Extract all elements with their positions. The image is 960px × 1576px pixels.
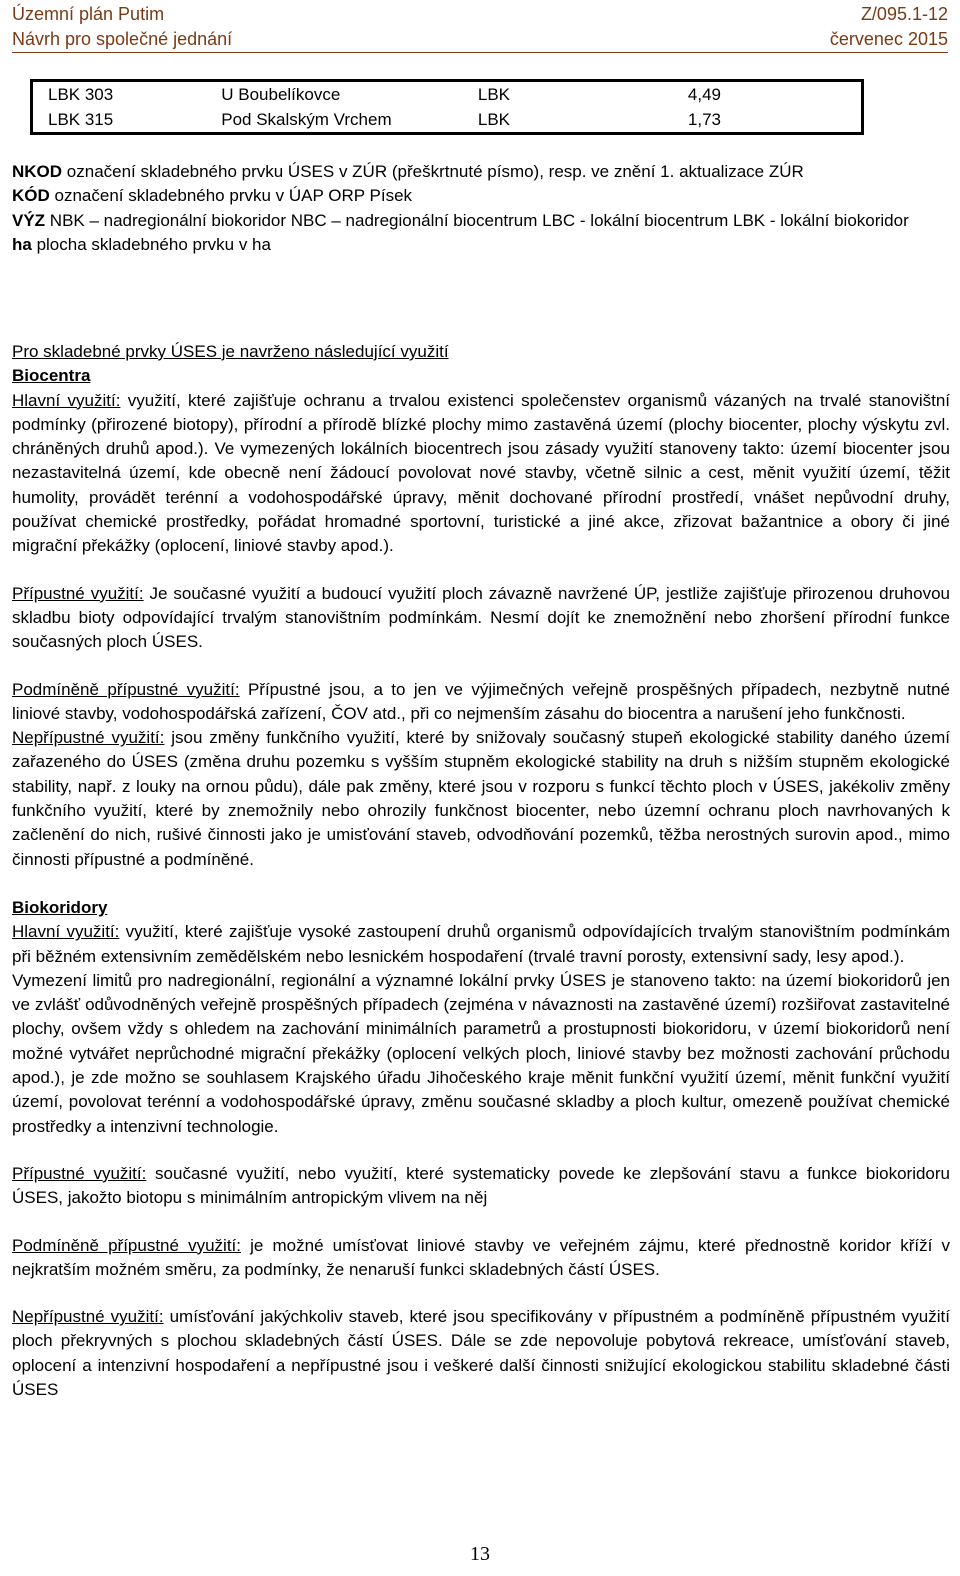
intro-line: Pro skladebné prvky ÚSES je navrženo následující využití <box>12 342 449 361</box>
table-cell-area: 4,49 <box>687 84 721 104</box>
page-header <box>12 2 948 53</box>
table-cell-name: Pod Skalským Vrchem <box>221 109 392 129</box>
table-row <box>32 81 863 108</box>
table-legend <box>12 160 950 257</box>
biokoridory-nepripustne: Nepřípustné využití: umísťování jakýchkoliv staveb, které jsou specifikovány v přípustném a podmíněně přípustném využití ploch překryvných s plochou skladebných částí ÚSES. Dále se zde nepovoluje pobytová rekreace, umísťování staveb, oplocení a intenzivní hospodaření a nepřípustné jsou i veškeré další činnosti snižující ekologickou stabilitu skladebné části ÚSES <box>12 1307 950 1399</box>
header-title: Územní plán Putim <box>12 4 165 24</box>
biokoridory-hlavni: Hlavní využití: využití, které zajišťuje vysoké zastoupení druhů organismů odpovídajících trvalým stanovištním podmínkám při běžném extensivním zemědělském nebo lesnickém hospodaření (trvalé travní porosty, extensivní sady, lesy apod.). <box>12 922 950 966</box>
biocentra-hlavni: Hlavní využití: využití, které zajišťuje ochranu a trvalou existenci společenstev organismů vázaných na trvalé stanovištní podmínky (přirozené biotopy), přírodní a přírodě blízké plochy mimo zastavěná území (plochy biocenter, plochy výskytu zvl. chráněných druhů apod.). Ve vymezených lokálních biocentrech jsou zásady využití stanoveny takto: území biocenter jsou nezastavitelná území, kde obecně není žádoucí povolovat nové stavby, včetně silnic a cest, měnit využití území, těžit humolity, provádět terénní a vodohospodářské úpravy, měnit dochované přírodní prostředí, vnášet nepůvodní druhy, používat chemické prostředky, pořádat hromadné sportovní, turistické a jiné akce, zřizovat bažantnice a obory či jiné migrační překážky (oplocení, liniové stavby apod.). <box>12 390 951 556</box>
biocentra-heading: Biocentra <box>12 366 91 386</box>
biokoridory-pripustne: Přípustné využití: současné využití, nebo využití, které systematicky povede ke zlepšování stavu a funkce biokoridoru ÚSES, jakožto biotopu s minimálním antropickým vlivem na něj <box>12 1163 950 1208</box>
table-cell-name: U Boubelíkovce <box>221 84 341 104</box>
uses-elements-table <box>30 79 864 135</box>
page-number: 13 <box>470 1543 490 1565</box>
biocentra-nepripustne: Nepřípustné využití: jsou změny funkčního využití, které by snižovaly současný stupeň ekologické stability daného území zařazeného do ÚSES (změna druhu pozemku s vyšším stupněm ekologické stability na druh s nižším stupněm ekologické stability, např. z louky na ornou půdu), dále pak změny, které jsou v rozporu s funkcí těchto ploch v ÚSES, jakékoliv změny funkčního využití, které by znemožnily nebo ohrozily funkčnost biocenter, nebo územní ochranu ploch navrhovaných k začlenění do nich, rušivé činnosti jako je umisťování staveb, odvodňování pozemků, těžba nerostných surovin apod., mimo činnosti přípustné a podmíněné. <box>12 728 950 869</box>
biokoridory-vymezeni: Vymezení limitů pro nadregionální, regionální a významné lokální prvky ÚSES je stanoveno takto: na území biokoridorů jen ve zvlášť odůvodněných veřejně prospěšných případech (zejména v návaznosti na zastavěné území) rozšiřovat zastavitelné plochy, ovšem vždy s ohledem na zachování minimálních parametrů a prostupnosti biokoridoru, v území biokoridorů není možné vytvářet neprůchodné migrační překážky (oplocení velkých ploch, liniové stavby bez možnosti zachování průchodu apod.), je zde možno se souhlasem Krajského úřadu Jihočeského kraje měnit funkční využití území, měnit funkční využití území, povolovat terénní a vodohospodářské úpravy, změnu současné skladby a ploch kultur, omezeně používat chemické prostředky a intenzivní technologie. <box>12 970 950 1136</box>
table-cell-type: LBK <box>477 109 510 129</box>
legend-nkod: NKOD označení skladebného prvku ÚSES v ZÚR (přeškrtnuté písmo), resp. ve znění 1. aktualizace ZÚR <box>12 162 804 181</box>
header-date: červenec 2015 <box>829 29 948 49</box>
legend-ha: ha plocha skladebného prvku v ha <box>12 234 271 254</box>
legend-vyz: VÝZ NBK – nadregionální biokoridor NBC – nadregionální biocentrum LBC - lokální biocentrum LBK - lokální biokoridor <box>12 210 909 230</box>
biocentra-pripustne: Přípustné využití: Je současné využití a budoucí využití ploch závazně navržené ÚP, jestliže zajišťuje přirozenou druhovou skladbu bioty odpovídající trvalým stanovištním podmínkám. Nesmí dojít ke znemožnění nebo zhoršení přírodní funkce současných ploch ÚSES. <box>12 583 951 652</box>
table-row <box>32 107 863 134</box>
table-cell-code: LBK 315 <box>48 109 114 129</box>
biokoridory-podminene: Podmíněně přípustné využití: je možné umísťovat liniové stavby ve veřejném zájmu, které přednostně koridor kříží v nejkratším možném směru, za podmínky, že nenaruší funkci skladebných částí ÚSES. <box>12 1235 950 1279</box>
legend-kod: KÓD označení skladebného prvku v ÚAP ORP Písek <box>12 186 413 206</box>
header-subtitle: Návrh pro společné jednání <box>12 29 233 49</box>
header-doc-code: Z/095.1-12 <box>860 4 948 24</box>
main-text <box>12 340 950 1402</box>
table-cell-type: LBK <box>477 84 510 104</box>
table-cell-area: 1,73 <box>687 109 721 129</box>
biocentra-podminene: Podmíněně přípustné využití: Přípustné jsou, a to jen ve výjimečných veřejně prospěšných případech, nezbytně nutné liniové stavby, vodohospodářská zařízení, ČOV atd., při co nejmenším zásahu do biocentra a narušení jeho funkčnosti. <box>12 679 950 723</box>
biokoridory-heading: Biokoridory <box>12 897 108 917</box>
table-cell-code: LBK 303 <box>48 84 114 104</box>
